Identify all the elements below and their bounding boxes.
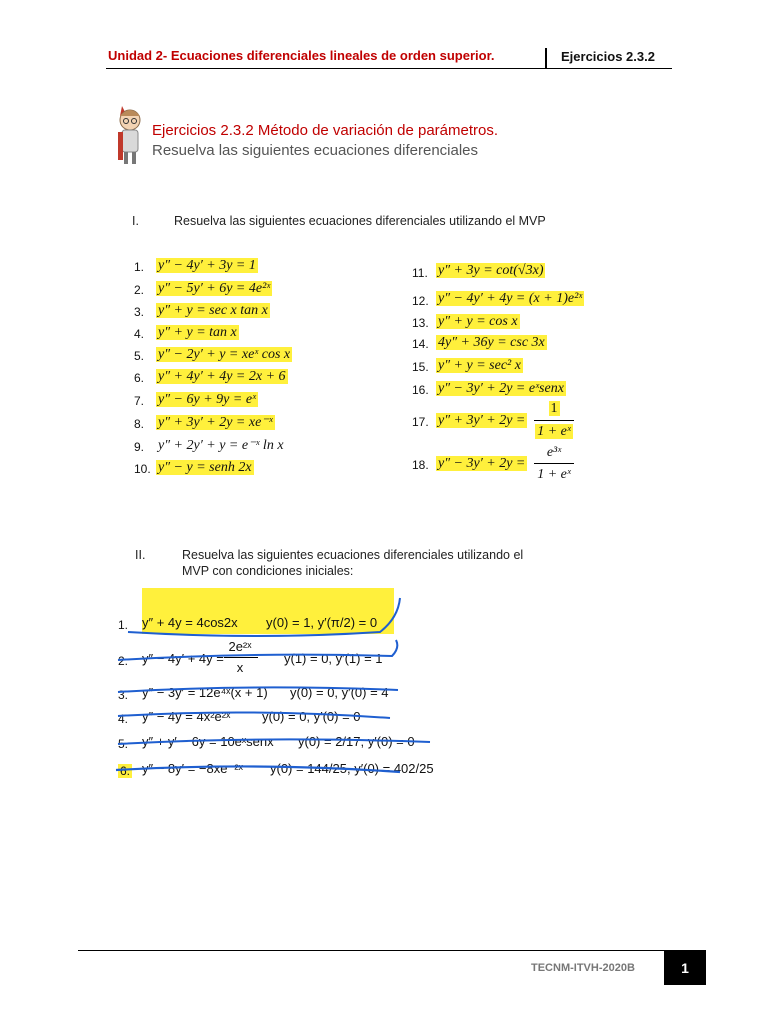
p1-eq-8: y″ + 3y′ + 2y = xe⁻ˣ [158,415,273,430]
p1-eq-11: y″ + 3y = cot(√3x) [438,263,544,278]
p1-eq-18-numerator: e³ˣ [546,445,562,460]
p1-eq-17-lhs: y″ + 3y′ + 2y = [438,413,526,428]
p2-num-4: 4. [118,712,129,726]
p1-eq-5: y″ − 2y′ + y = xeˣ cos x [158,347,291,362]
p1-eq-16: y″ − 3y′ + 2y = eˣsenx [438,381,564,396]
p1-num-18: 18. [412,458,429,472]
p1-num-12: 12. [412,294,429,308]
p1-num-3: 3. [134,305,145,319]
p2-num-3: 3. [118,688,129,702]
p1-eq-18-denominator: 1 + eˣ [537,467,571,482]
p2-num-1: 1. [118,618,129,632]
p2-num-2: 2. [118,654,129,668]
header-rule [106,68,672,69]
p2-eq-4: y″ − 4y = 4x²e²ˣ [142,709,231,724]
footer-text: TECNM-ITVH-2020B [531,962,635,974]
p2-cond-3: y(0) = 0, y′(0) = 4 [290,685,389,700]
p2-cond-6: y(0) = 144/25, y′(0) = 402/25 [270,761,434,776]
p1-eq-2: y″ − 5y′ + 6y = 4e²ˣ [158,281,271,296]
p1-eq-1: y″ − 4y′ + 3y = 1 [158,258,256,273]
p1-eq-3: y″ + y = sec x tan x [158,303,268,318]
p1-num-4: 4. [134,327,145,341]
header-title: Unidad 2- Ecuaciones diferenciales lineales de orden superior. [108,48,495,63]
p1-num-9: 9. [134,440,145,454]
p1-num-1: 1. [134,260,145,274]
p1-num-16: 16. [412,383,429,397]
mascot-icon [108,104,148,168]
p1-num-11: 11. [412,266,428,280]
p2-cond-5: y(0) = 2/17, y′(0) = 0 [298,734,415,749]
p1-num-14: 14. [412,337,429,351]
p2-eq-5: y″ + y′ − 6y = 10eˣsenx [142,734,274,749]
section-title: Ejercicios 2.3.2 Método de variación de parámetros. [152,122,499,139]
p1-eq-12: y″ − 4y′ + 4y = (x + 1)e²ˣ [438,291,583,306]
p2-eq-2-lhs: y″ − 4y′ + 4y = [142,651,224,666]
p2-eq-6: y″ − 8y′ = −8xe⁻²ˣ [142,761,243,776]
p1-num-5: 5. [134,349,145,363]
p1-num-6: 6. [134,371,145,385]
p2-num-6: 6. [120,764,131,778]
p1-eq-4: y″ + y = tan x [158,325,237,340]
footer-rule [78,950,706,951]
p1-eq-10: y″ − y = senh 2x [158,460,252,475]
p1-eq-17-denominator: 1 + eˣ [537,424,571,439]
p2-num-5: 5. [118,737,129,751]
p2-cond-4: y(0) = 0, y′(0) = 0 [262,709,361,724]
page-number: 1 [664,951,706,985]
p1-eq-7: y″ − 6y + 9y = eˣ [158,392,256,407]
p1-eq-15: y″ + y = sec² x [438,358,521,373]
p2-cond-1: y(0) = 1, y′(π/2) = 0 [266,615,378,630]
part2-instruction-2: MVP con condiciones iniciales: [182,564,354,578]
p1-eq-18-lhs: y″ − 3y′ + 2y = [438,456,526,471]
p1-eq-6: y″ + 4y′ + 4y = 2x + 6 [158,369,286,384]
p1-num-17: 17. [412,415,429,429]
p1-eq-18-fraction-bar [534,463,574,464]
header-section: Ejercicios 2.3.2 [561,49,655,64]
section-subtitle: Resuelva las siguientes ecuaciones diferenciales [152,142,479,159]
p2-eq-2-fraction-bar [224,657,258,658]
p1-num-10: 10. [134,462,151,476]
part2-instruction-1: Resuelva las siguientes ecuaciones diferenciales utilizando el [182,548,524,562]
p1-num-15: 15. [412,360,429,374]
p1-num-2: 2. [134,283,145,297]
p2-eq-2-denominator: x [236,660,244,675]
header-divider [545,48,547,68]
p2-eq-3: y″ − 3y′ = 12e⁴ˣ(x + 1) [142,685,268,700]
p1-eq-9: y″ + 2y′ + y = e⁻ˣ ln x [158,438,284,453]
p2-eq-1: y″ + 4y = 4cos2x [142,615,238,630]
part2-label: II. [135,548,146,562]
p1-eq-14: 4y″ + 36y = csc 3x [438,335,545,350]
part1-instruction: Resuelva las siguientes ecuaciones diferenciales utilizando el MVP [174,214,546,228]
p1-eq-13: y″ + y = cos x [438,314,518,329]
part1-label: I. [132,214,139,228]
p1-num-13: 13. [412,316,429,330]
p1-num-7: 7. [134,394,145,408]
p2-cond-2: y(1) = 0, y′(1) = 1 [284,651,383,666]
p1-num-8: 8. [134,417,145,431]
p1-eq-17-fraction-bar [534,420,574,421]
p1-eq-17-numerator: 1 [550,401,558,416]
p2-eq-2-numerator: 2e²ˣ [228,639,252,654]
